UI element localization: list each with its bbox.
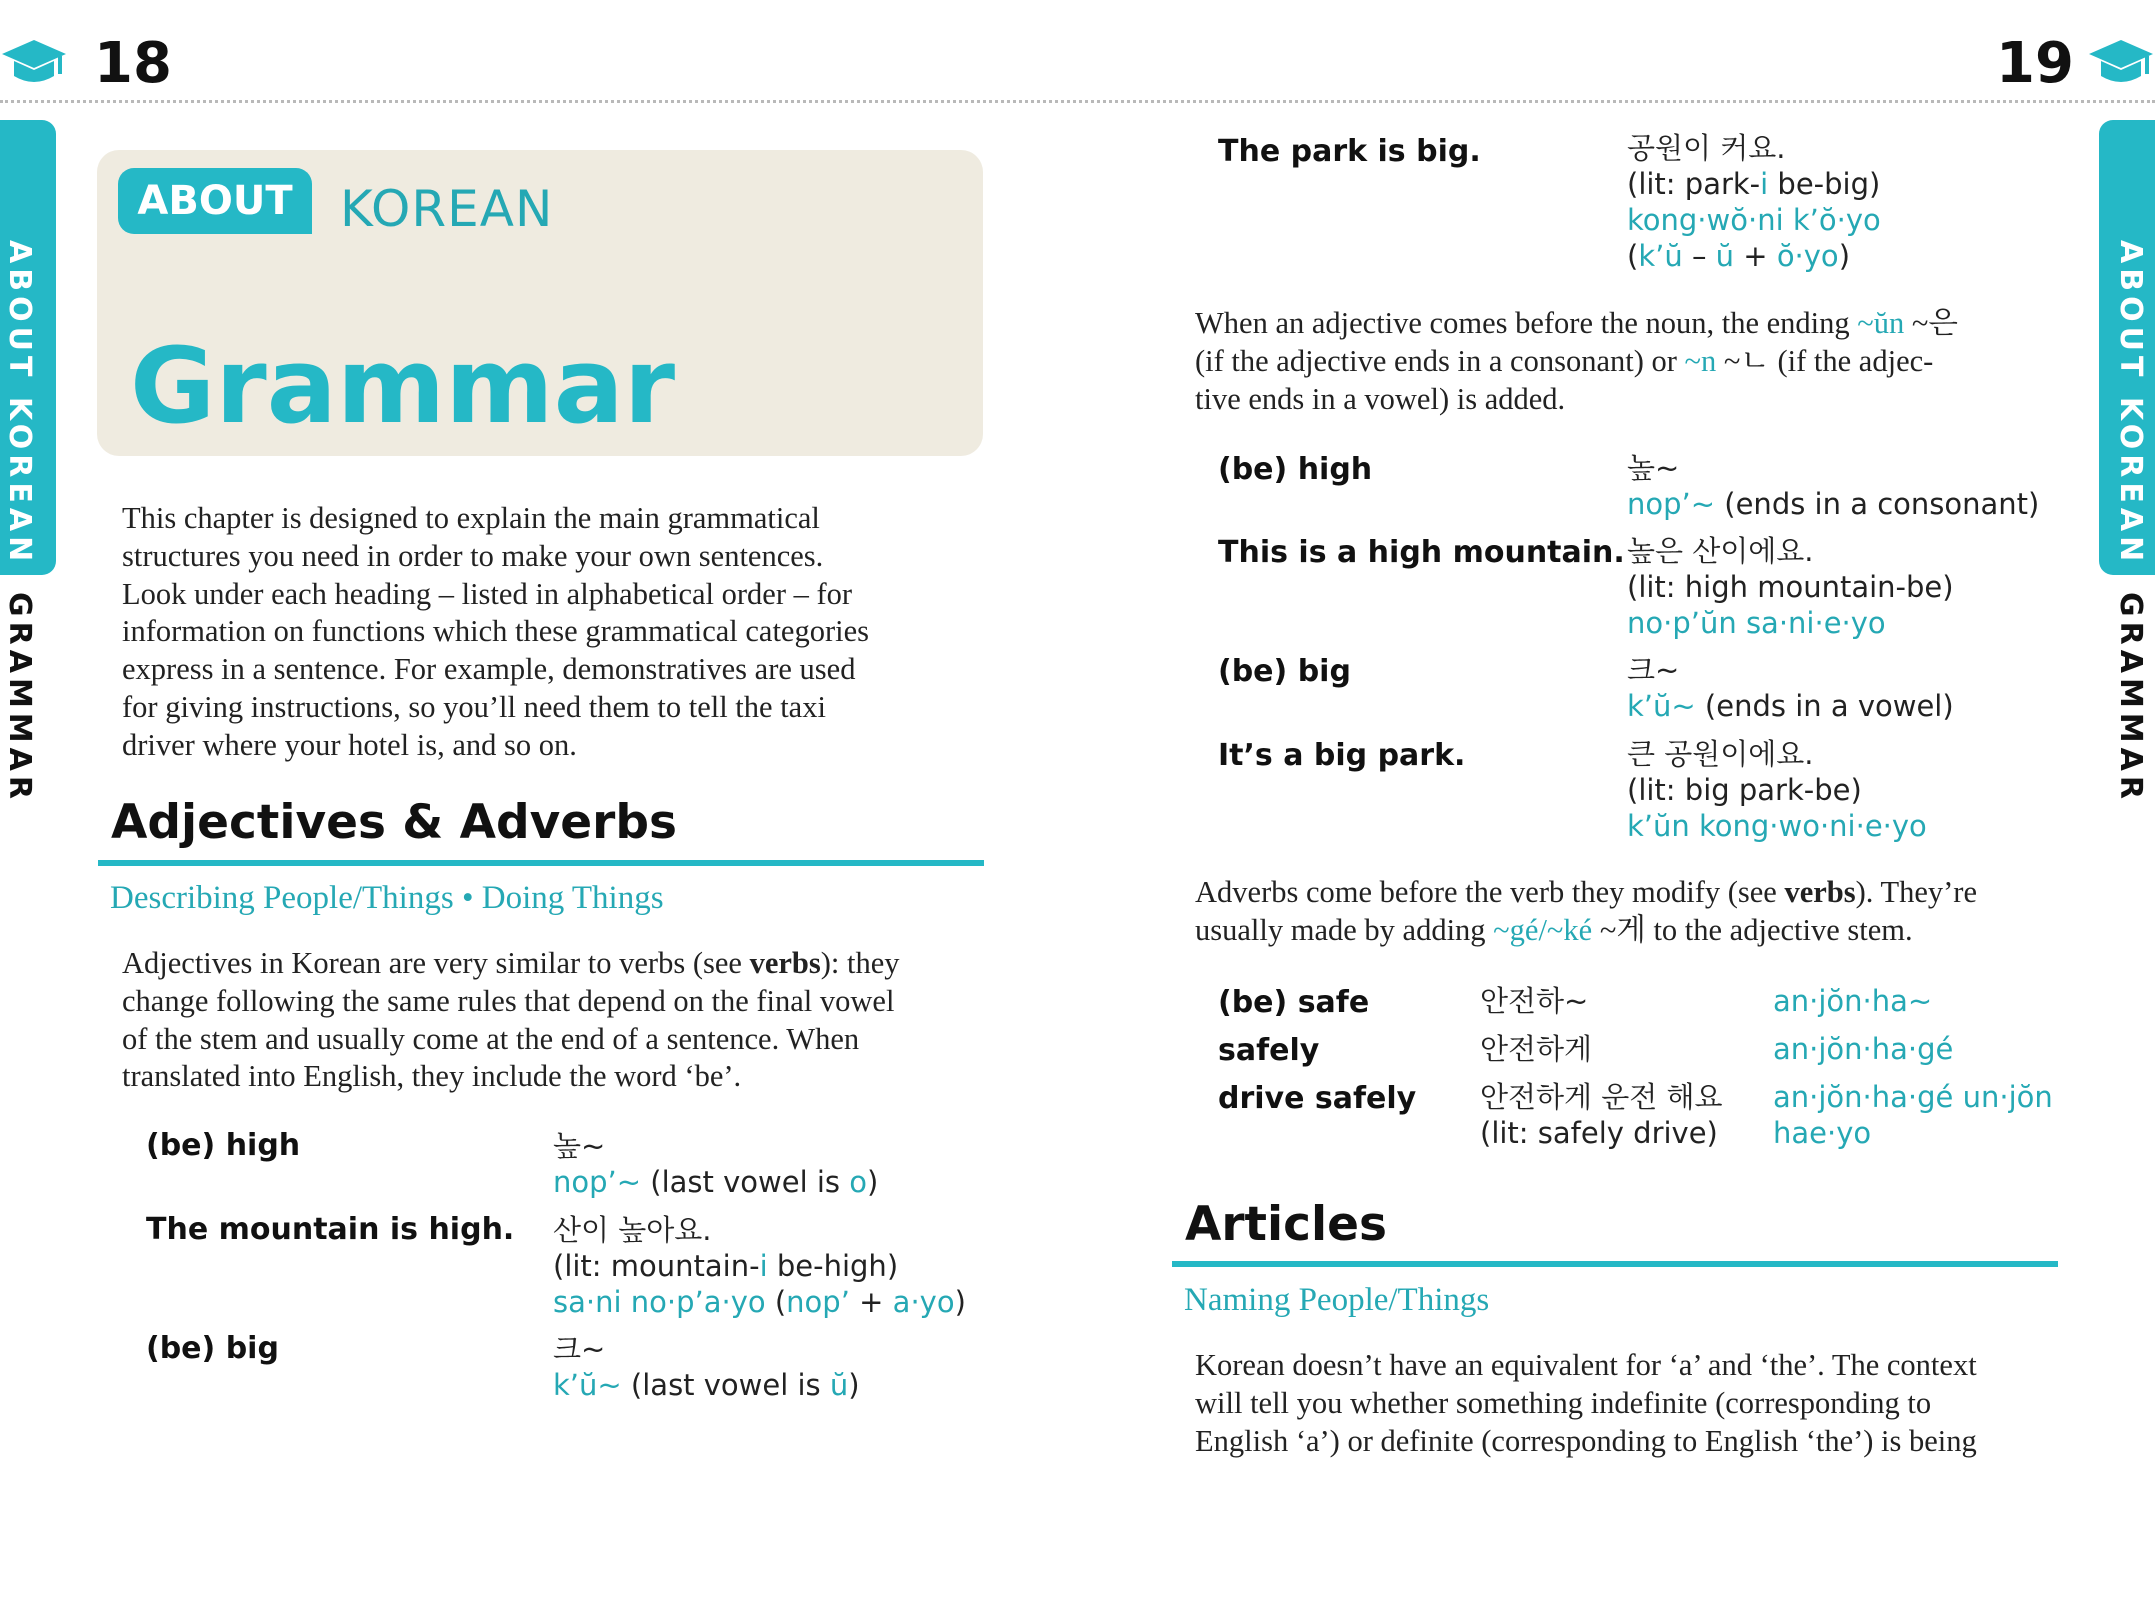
romanization: an·jŏn·ha·gé un·jŏn <box>1773 1080 2053 1114</box>
note: ) <box>867 1165 879 1199</box>
adverbs-paragraph <box>1195 874 1977 950</box>
side-section-right-label: GRAMMAR <box>2113 592 2148 804</box>
paragraph-line: will tell you whether something indefinite (corresponding to <box>1195 1385 1932 1420</box>
example-korean: 높은 산이에요. <box>1627 534 1814 568</box>
side-section-left-label: GRAMMAR <box>2 592 37 804</box>
literal: (lit: park- <box>1627 167 1761 201</box>
romanization: an·jŏn·ha~ <box>1773 984 1933 1018</box>
romanization: k’ŭ~ <box>553 1368 622 1402</box>
paragraph-line: of the stem and usually come at the end of a sentence. When <box>122 1021 860 1056</box>
section-subheading: Naming People/Things <box>1184 1282 1490 1318</box>
intro-line: This chapter is designed to explain the main grammatical <box>122 501 820 535</box>
adjectives-paragraph <box>122 945 900 1096</box>
example-korean-block <box>553 1212 966 1320</box>
adjective-ending-paragraph <box>1195 305 1958 418</box>
example-korean: 높~ <box>553 1129 606 1163</box>
example-korean: 크~ <box>553 1332 606 1366</box>
intro-line: structures you need in order to make your own sentences. <box>122 538 824 573</box>
example-korean: 높~ <box>1627 451 1680 485</box>
literal: be-big) <box>1768 167 1881 201</box>
literal: be-high) <box>767 1249 899 1283</box>
side-tab-right-label: ABOUT KOREAN <box>2113 240 2148 567</box>
romanization: k’ŭ~ <box>1627 689 1696 723</box>
adverb-romanization <box>1773 1031 1953 1067</box>
romanization: ŏ·yo <box>1776 239 1839 273</box>
formula: – <box>1682 239 1716 273</box>
section-subheading: Describing People/Things • Doing Things <box>110 880 664 916</box>
intro-line: express in a sentence. For example, demonstratives are used <box>122 652 856 687</box>
side-tab-left-label: ABOUT KOREAN <box>2 240 37 567</box>
text-span: ~ㄴ (if the adjec- <box>1716 343 1934 378</box>
romanization: nop’ <box>786 1285 850 1319</box>
example-korean-block <box>1627 450 2039 522</box>
paragraph-line: English ‘a’) or definite (corresponding to English ‘the’) is being <box>1195 1423 1977 1458</box>
literal: (lit: mountain- <box>553 1249 760 1283</box>
romanization: ŭ <box>829 1368 849 1402</box>
literal: (lit: high mountain-be) <box>1627 570 1954 604</box>
header-divider <box>0 100 2155 103</box>
text-span: ~은 <box>1904 306 1958 340</box>
bold-term: verbs <box>1784 875 1856 909</box>
example-english: (be) big <box>146 1331 279 1366</box>
adverb-korean: 안전하게 <box>1480 1032 1593 1066</box>
romanization: nop’~ <box>1627 487 1716 521</box>
intro-line: for giving instructions, so you’ll need them to tell the taxi <box>122 689 826 724</box>
example-korean: 공원이 커요. <box>1627 131 1786 165</box>
intro-line: driver where your hotel is, and so on. <box>122 727 577 762</box>
romanization: k’ŭ <box>1638 239 1683 273</box>
adverb-korean: 안전하~ <box>1480 984 1589 1018</box>
bold-term: verbs <box>749 946 821 980</box>
adverb-romanization-block <box>1773 1079 2053 1151</box>
intro-paragraph <box>122 500 869 765</box>
formula: ) <box>1838 239 1851 273</box>
literal: (lit: big park-be) <box>1627 773 1862 807</box>
text-span: ): they <box>820 946 900 980</box>
romanization: ŭ <box>1715 239 1735 273</box>
romanization: a·yo <box>892 1285 955 1319</box>
romanization: nop’~ <box>553 1165 642 1199</box>
example-english: (be) big <box>1218 654 1351 689</box>
example-korean-block <box>553 1128 878 1200</box>
romanization: i <box>1760 167 1769 201</box>
adverb-korean-block <box>1480 1079 1723 1151</box>
example-english: It’s a big park. <box>1218 738 1466 773</box>
example-korean: 크~ <box>1627 653 1680 687</box>
note: + <box>849 1285 893 1319</box>
intro-line: Look under each heading – listed in alphabetical order – for <box>122 576 853 611</box>
example-english: The mountain is high. <box>146 1212 515 1247</box>
romanization: an·jŏn·ha·gé <box>1773 1032 1954 1066</box>
text-span: Adjectives in Korean are very similar to verbs (see <box>122 946 750 980</box>
page-title: Grammar <box>130 325 676 447</box>
ending-romanization: ~gé/~ké <box>1493 912 1593 947</box>
romanization: kong·wŏ·ni k’ŏ·yo <box>1627 203 1881 237</box>
adverb-english: (be) safe <box>1218 985 1370 1020</box>
example-korean-block <box>1627 652 1954 724</box>
example-english: (be) high <box>146 1128 301 1163</box>
literal: (lit: safely drive) <box>1480 1116 1718 1150</box>
text-span: ). They’re <box>1855 875 1977 909</box>
ending-romanization: ~n <box>1684 343 1717 378</box>
paragraph-line: tive ends in a vowel) is added. <box>1195 381 1566 416</box>
note: ) <box>954 1285 966 1319</box>
example-korean-block <box>1627 130 1881 274</box>
page-number-left: 18 <box>94 31 172 96</box>
romanization: k’ŭn kong·wo·ni·e·yo <box>1627 809 1927 843</box>
section-rule <box>98 860 984 866</box>
adverb-korean: 안전하게 운전 해요 <box>1480 1080 1723 1114</box>
romanization: o <box>849 1165 867 1199</box>
paragraph-line: translated into English, they include the word ‘be’. <box>122 1059 742 1094</box>
intro-line: information on functions which these grammatical categories <box>122 614 870 649</box>
about-label: ABOUT <box>118 168 312 234</box>
romanization: no·p’ŭn sa·ni·e·yo <box>1627 606 1886 640</box>
ending-romanization: ~ŭn <box>1857 306 1905 340</box>
example-english: (be) high <box>1218 452 1373 487</box>
text-span: usually made by adding <box>1195 912 1494 947</box>
section-heading-articles: Articles <box>1185 1197 1387 1252</box>
text-span: (if the adjective ends in a consonant) or <box>1195 343 1685 378</box>
text-span: Adverbs come before the verb they modify (see <box>1195 875 1785 909</box>
note: (last vowel is <box>621 1368 830 1402</box>
text-span: When an adjective comes before the noun, the ending <box>1195 306 1858 340</box>
formula: ( <box>1627 239 1639 273</box>
note: (ends in a consonant) <box>1715 487 2040 521</box>
note: ) <box>848 1368 860 1402</box>
adverb-english: safely <box>1218 1033 1320 1068</box>
romanization: i <box>759 1249 768 1283</box>
example-korean: 큰 공원이에요. <box>1627 737 1814 771</box>
graduation-cap-icon <box>0 34 68 90</box>
graduation-cap-icon <box>2087 34 2155 90</box>
paragraph-line: Korean doesn’t have an equivalent for ‘a’ and ‘the’. The context <box>1195 1348 1977 1382</box>
articles-paragraph <box>1195 1347 1977 1460</box>
example-korean-block <box>1627 736 1927 844</box>
romanization: hae·yo <box>1773 1116 1872 1150</box>
example-korean-block <box>553 1331 860 1403</box>
formula: + <box>1734 239 1777 273</box>
korean-label: KOREAN <box>340 180 554 238</box>
adverb-romanization <box>1773 983 1932 1019</box>
example-english: The park is big. <box>1218 134 1481 169</box>
section-heading-adjectives: Adjectives & Adverbs <box>111 795 677 850</box>
note: ( <box>765 1285 787 1319</box>
example-korean-block <box>1627 533 1954 641</box>
note: (last vowel is <box>641 1165 850 1199</box>
section-rule <box>1172 1261 2058 1267</box>
romanization: sa·ni no·p’a·yo <box>553 1285 766 1319</box>
example-english: This is a high mountain. <box>1218 535 1625 570</box>
text-span: ~게 to the adjective stem. <box>1592 912 1913 947</box>
paragraph-line: change following the same rules that depend on the final vowel <box>122 983 895 1018</box>
page-number-right: 19 <box>1996 31 2074 96</box>
example-korean: 산이 높아요. <box>553 1213 712 1247</box>
note: (ends in a vowel) <box>1695 689 1954 723</box>
adverb-english: drive safely <box>1218 1081 1417 1116</box>
